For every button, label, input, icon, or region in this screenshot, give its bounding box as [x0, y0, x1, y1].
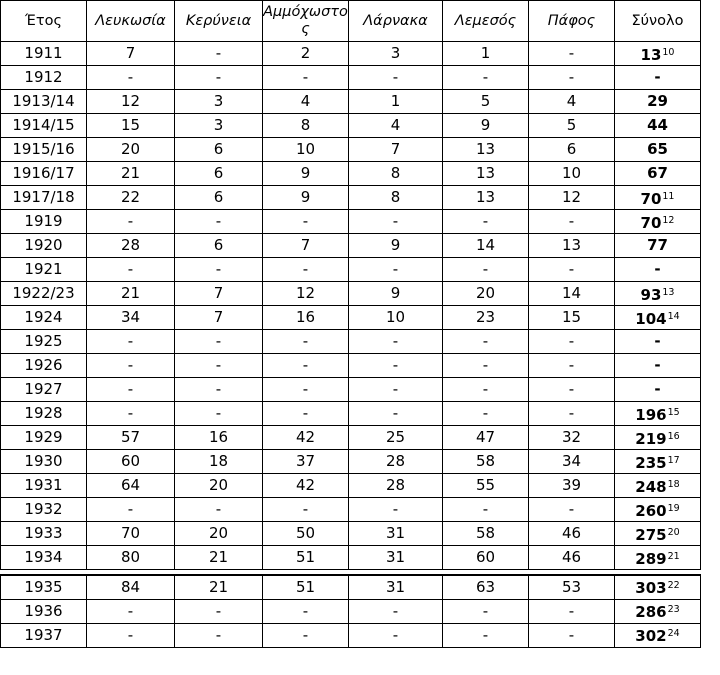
kyrenia-cell: -	[175, 210, 263, 234]
year-cell: 1915/16	[1, 138, 87, 162]
total-value: 70	[640, 189, 662, 208]
kyrenia-cell: 6	[175, 162, 263, 186]
paphos-cell: 39	[529, 474, 615, 498]
famagusta-cell: -	[263, 66, 349, 90]
famagusta-cell: -	[263, 599, 349, 623]
larnaca-cell: 9	[349, 282, 443, 306]
paphos-cell: 34	[529, 450, 615, 474]
nicosia-cell: -	[87, 599, 175, 623]
larnaca-cell: -	[349, 258, 443, 282]
total-cell	[615, 258, 701, 282]
nicosia-cell: -	[87, 258, 175, 282]
limassol-cell: 47	[443, 426, 529, 450]
total-cell	[615, 330, 701, 354]
header-total: Σύνολο	[615, 1, 701, 42]
table-row	[1, 90, 701, 114]
total-value: -	[654, 380, 661, 398]
table-row	[1, 426, 701, 450]
year-cell: 1919	[1, 210, 87, 234]
table-row	[1, 234, 701, 258]
nicosia-cell: -	[87, 498, 175, 522]
total-value: 275	[635, 525, 667, 544]
table-row	[1, 498, 701, 522]
nicosia-cell: 20	[87, 138, 175, 162]
kyrenia-cell: 20	[175, 522, 263, 546]
larnaca-cell: 7	[349, 138, 443, 162]
year-cell: 1935	[1, 575, 87, 599]
total-cell	[615, 210, 701, 234]
year-cell: 1914/15	[1, 114, 87, 138]
total-value: 302	[635, 627, 667, 645]
kyrenia-cell: -	[175, 42, 263, 66]
table-row	[1, 210, 701, 234]
nicosia-cell: 64	[87, 474, 175, 498]
paphos-cell: -	[529, 623, 615, 647]
year-cell: 1926	[1, 354, 87, 378]
famagusta-cell: -	[263, 378, 349, 402]
header-nicosia: Λευκωσία	[87, 1, 175, 42]
famagusta-cell: 12	[263, 282, 349, 306]
table-row	[1, 599, 701, 623]
total-cell	[615, 498, 701, 522]
larnaca-cell: 9	[349, 234, 443, 258]
famagusta-cell: -	[263, 623, 349, 647]
limassol-cell: -	[443, 210, 529, 234]
header-limassol: Λεμεσός	[443, 1, 529, 42]
kyrenia-cell: 20	[175, 474, 263, 498]
larnaca-cell: -	[349, 330, 443, 354]
nicosia-cell: 12	[87, 90, 175, 114]
larnaca-cell: -	[349, 66, 443, 90]
larnaca-cell: -	[349, 354, 443, 378]
table-row	[1, 306, 701, 330]
paphos-cell: 5	[529, 114, 615, 138]
total-cell	[615, 426, 701, 450]
footnote-marker: 15	[667, 406, 680, 418]
footnote-marker: 19	[667, 502, 680, 514]
table-row	[1, 623, 701, 647]
famagusta-cell: 50	[263, 522, 349, 546]
kyrenia-cell: -	[175, 258, 263, 282]
larnaca-cell: 8	[349, 162, 443, 186]
famagusta-cell: 42	[263, 474, 349, 498]
year-cell: 1932	[1, 498, 87, 522]
footnote-marker: 10	[662, 46, 675, 58]
footnote-marker: 14	[667, 310, 680, 322]
famagusta-cell: -	[263, 498, 349, 522]
famagusta-cell: 7	[263, 234, 349, 258]
total-value: 289	[635, 549, 667, 568]
table-row	[1, 282, 701, 306]
nicosia-cell: 21	[87, 282, 175, 306]
total-value: 248	[635, 477, 667, 496]
paphos-cell: -	[529, 354, 615, 378]
famagusta-cell: 4	[263, 90, 349, 114]
year-cell: 1924	[1, 306, 87, 330]
footnote-marker: 16	[667, 430, 680, 442]
larnaca-cell: 4	[349, 114, 443, 138]
paphos-cell: -	[529, 330, 615, 354]
total-cell	[615, 402, 701, 426]
year-cell: 1937	[1, 623, 87, 647]
kyrenia-cell: 7	[175, 306, 263, 330]
total-cell	[615, 186, 701, 210]
kyrenia-cell: -	[175, 354, 263, 378]
nicosia-cell: 22	[87, 186, 175, 210]
limassol-cell: -	[443, 330, 529, 354]
table-row	[1, 186, 701, 210]
footnote-marker: 12	[662, 214, 675, 226]
nicosia-cell: -	[87, 210, 175, 234]
larnaca-cell: 28	[349, 450, 443, 474]
paphos-cell: 53	[529, 575, 615, 599]
footnote-marker: 22	[667, 580, 680, 592]
year-cell: 1927	[1, 378, 87, 402]
table-row	[1, 258, 701, 282]
nicosia-cell: -	[87, 66, 175, 90]
larnaca-cell: -	[349, 210, 443, 234]
paphos-cell: -	[529, 378, 615, 402]
total-value: 93	[640, 285, 662, 304]
famagusta-cell: 42	[263, 426, 349, 450]
table-row	[1, 42, 701, 66]
nicosia-cell: -	[87, 330, 175, 354]
total-cell	[615, 90, 701, 114]
total-cell	[615, 138, 701, 162]
total-cell	[615, 546, 701, 570]
paphos-cell: 6	[529, 138, 615, 162]
famagusta-cell: 9	[263, 186, 349, 210]
limassol-cell: 58	[443, 522, 529, 546]
total-value: 286	[635, 603, 667, 621]
limassol-cell: -	[443, 258, 529, 282]
limassol-cell: 63	[443, 575, 529, 599]
kyrenia-cell: -	[175, 623, 263, 647]
limassol-cell: -	[443, 402, 529, 426]
larnaca-cell: 1	[349, 90, 443, 114]
paphos-cell: 12	[529, 186, 615, 210]
header-year: Έτος	[1, 1, 87, 42]
famagusta-cell: 37	[263, 450, 349, 474]
header-famagusta: Αμμόχωστος	[263, 1, 349, 42]
total-value: -	[654, 68, 661, 86]
paphos-cell: 46	[529, 522, 615, 546]
total-value: 104	[635, 309, 667, 328]
total-cell	[615, 575, 701, 599]
kyrenia-cell: 16	[175, 426, 263, 450]
total-cell	[615, 522, 701, 546]
limassol-cell: 20	[443, 282, 529, 306]
paphos-cell: 4	[529, 90, 615, 114]
paphos-cell: 15	[529, 306, 615, 330]
kyrenia-cell: 3	[175, 90, 263, 114]
total-cell	[615, 474, 701, 498]
kyrenia-cell: 21	[175, 546, 263, 570]
kyrenia-cell: 6	[175, 186, 263, 210]
famagusta-cell: 9	[263, 162, 349, 186]
total-cell	[615, 162, 701, 186]
table-row	[1, 450, 701, 474]
total-cell	[615, 114, 701, 138]
year-cell: 1929	[1, 426, 87, 450]
nicosia-cell: -	[87, 623, 175, 647]
limassol-cell: -	[443, 354, 529, 378]
kyrenia-cell: -	[175, 66, 263, 90]
nicosia-cell: 70	[87, 522, 175, 546]
table-row	[1, 114, 701, 138]
larnaca-cell: 25	[349, 426, 443, 450]
nicosia-cell: 34	[87, 306, 175, 330]
year-cell: 1934	[1, 546, 87, 570]
kyrenia-cell: 6	[175, 234, 263, 258]
footnote-marker: 21	[667, 550, 680, 562]
famagusta-cell: 2	[263, 42, 349, 66]
famagusta-cell: 10	[263, 138, 349, 162]
larnaca-cell: -	[349, 498, 443, 522]
famagusta-cell: -	[263, 330, 349, 354]
larnaca-cell: 31	[349, 546, 443, 570]
famagusta-cell: -	[263, 258, 349, 282]
paphos-cell: -	[529, 498, 615, 522]
total-value: 29	[647, 92, 668, 110]
total-cell	[615, 42, 701, 66]
table-row	[1, 522, 701, 546]
limassol-cell: 58	[443, 450, 529, 474]
paphos-cell: 13	[529, 234, 615, 258]
limassol-cell: -	[443, 378, 529, 402]
nicosia-cell: -	[87, 354, 175, 378]
header-paphos: Πάφος	[529, 1, 615, 42]
year-cell: 1920	[1, 234, 87, 258]
kyrenia-cell: 21	[175, 575, 263, 599]
paphos-cell: 10	[529, 162, 615, 186]
limassol-cell: 60	[443, 546, 529, 570]
famagusta-cell: 8	[263, 114, 349, 138]
famagusta-cell: 16	[263, 306, 349, 330]
kyrenia-cell: 7	[175, 282, 263, 306]
year-cell: 1922/23	[1, 282, 87, 306]
nicosia-cell: -	[87, 378, 175, 402]
year-cell: 1912	[1, 66, 87, 90]
kyrenia-cell: -	[175, 378, 263, 402]
total-value: -	[654, 260, 661, 278]
kyrenia-cell: -	[175, 402, 263, 426]
year-cell: 1928	[1, 402, 87, 426]
famagusta-cell: 51	[263, 575, 349, 599]
paphos-cell: -	[529, 66, 615, 90]
total-value: 13	[640, 45, 662, 64]
limassol-cell: 1	[443, 42, 529, 66]
kyrenia-cell: -	[175, 330, 263, 354]
total-value: 260	[635, 501, 667, 520]
nicosia-cell: 21	[87, 162, 175, 186]
limassol-cell: 14	[443, 234, 529, 258]
limassol-cell: 5	[443, 90, 529, 114]
larnaca-cell: 31	[349, 522, 443, 546]
famagusta-cell: 51	[263, 546, 349, 570]
kyrenia-cell: 6	[175, 138, 263, 162]
footnote-marker: 17	[667, 454, 680, 466]
year-cell: 1925	[1, 330, 87, 354]
year-cell: 1911	[1, 42, 87, 66]
nicosia-cell: 15	[87, 114, 175, 138]
larnaca-cell: 31	[349, 575, 443, 599]
table-row	[1, 575, 701, 599]
paphos-cell: -	[529, 599, 615, 623]
year-cell: 1933	[1, 522, 87, 546]
total-value: 65	[647, 140, 668, 158]
kyrenia-cell: -	[175, 498, 263, 522]
nicosia-cell: 84	[87, 575, 175, 599]
larnaca-cell: 28	[349, 474, 443, 498]
total-value: 219	[635, 429, 667, 448]
larnaca-cell: 3	[349, 42, 443, 66]
header-row	[1, 1, 701, 42]
limassol-cell: -	[443, 66, 529, 90]
total-value: 70	[640, 213, 662, 232]
larnaca-cell: -	[349, 378, 443, 402]
limassol-cell: 13	[443, 162, 529, 186]
table-row	[1, 474, 701, 498]
larnaca-cell: -	[349, 623, 443, 647]
larnaca-cell: -	[349, 599, 443, 623]
total-cell	[615, 450, 701, 474]
larnaca-cell: -	[349, 402, 443, 426]
total-value: 77	[647, 236, 668, 254]
nicosia-cell: 80	[87, 546, 175, 570]
table-row	[1, 66, 701, 90]
total-cell	[615, 599, 701, 623]
nicosia-cell: 60	[87, 450, 175, 474]
kyrenia-cell: 18	[175, 450, 263, 474]
nicosia-cell: 28	[87, 234, 175, 258]
year-cell: 1931	[1, 474, 87, 498]
total-value: 44	[647, 116, 668, 134]
larnaca-cell: 10	[349, 306, 443, 330]
total-cell	[615, 306, 701, 330]
total-value: 303	[635, 579, 667, 598]
year-cell: 1916/17	[1, 162, 87, 186]
total-value: 235	[635, 453, 667, 472]
paphos-cell: 46	[529, 546, 615, 570]
paphos-cell: -	[529, 402, 615, 426]
footnote-marker: 20	[667, 526, 680, 538]
footnote-marker: 24	[667, 628, 680, 639]
paphos-cell: 14	[529, 282, 615, 306]
famagusta-cell: -	[263, 210, 349, 234]
year-cell: 1921	[1, 258, 87, 282]
nicosia-cell: 57	[87, 426, 175, 450]
limassol-cell: -	[443, 498, 529, 522]
footnote-marker: 11	[662, 190, 675, 202]
famagusta-cell: -	[263, 354, 349, 378]
limassol-cell: 23	[443, 306, 529, 330]
year-cell: 1936	[1, 599, 87, 623]
famagusta-cell: -	[263, 402, 349, 426]
table-row	[1, 402, 701, 426]
table-row	[1, 546, 701, 570]
limassol-cell: 13	[443, 186, 529, 210]
total-cell	[615, 66, 701, 90]
limassol-cell: 13	[443, 138, 529, 162]
year-cell: 1917/18	[1, 186, 87, 210]
paphos-cell: -	[529, 258, 615, 282]
total-cell	[615, 378, 701, 402]
table-row	[1, 330, 701, 354]
kyrenia-cell: 3	[175, 114, 263, 138]
total-cell	[615, 234, 701, 258]
nicosia-cell: 7	[87, 42, 175, 66]
total-cell	[615, 282, 701, 306]
footnote-marker: 13	[662, 286, 675, 298]
total-value: 196	[635, 405, 667, 424]
total-value: -	[654, 356, 661, 374]
total-cell	[615, 354, 701, 378]
limassol-cell: 55	[443, 474, 529, 498]
year-cell: 1913/14	[1, 90, 87, 114]
table-row	[1, 354, 701, 378]
header-kyrenia: Κερύνεια	[175, 1, 263, 42]
total-value: -	[654, 332, 661, 350]
footnote-marker: 23	[667, 604, 680, 615]
table-row	[1, 138, 701, 162]
total-value: 67	[647, 164, 668, 182]
year-cell: 1930	[1, 450, 87, 474]
table-row	[1, 378, 701, 402]
total-cell	[615, 623, 701, 647]
table-body	[1, 42, 701, 648]
kyrenia-cell: -	[175, 599, 263, 623]
nicosia-cell: -	[87, 402, 175, 426]
paphos-cell: -	[529, 210, 615, 234]
table-row	[1, 162, 701, 186]
limassol-cell: 9	[443, 114, 529, 138]
footnote-marker: 18	[667, 478, 680, 490]
limassol-cell: -	[443, 599, 529, 623]
larnaca-cell: 8	[349, 186, 443, 210]
paphos-cell: -	[529, 42, 615, 66]
header-larnaca: Λάρνακα	[349, 1, 443, 42]
paphos-cell: 32	[529, 426, 615, 450]
limassol-cell: -	[443, 623, 529, 647]
